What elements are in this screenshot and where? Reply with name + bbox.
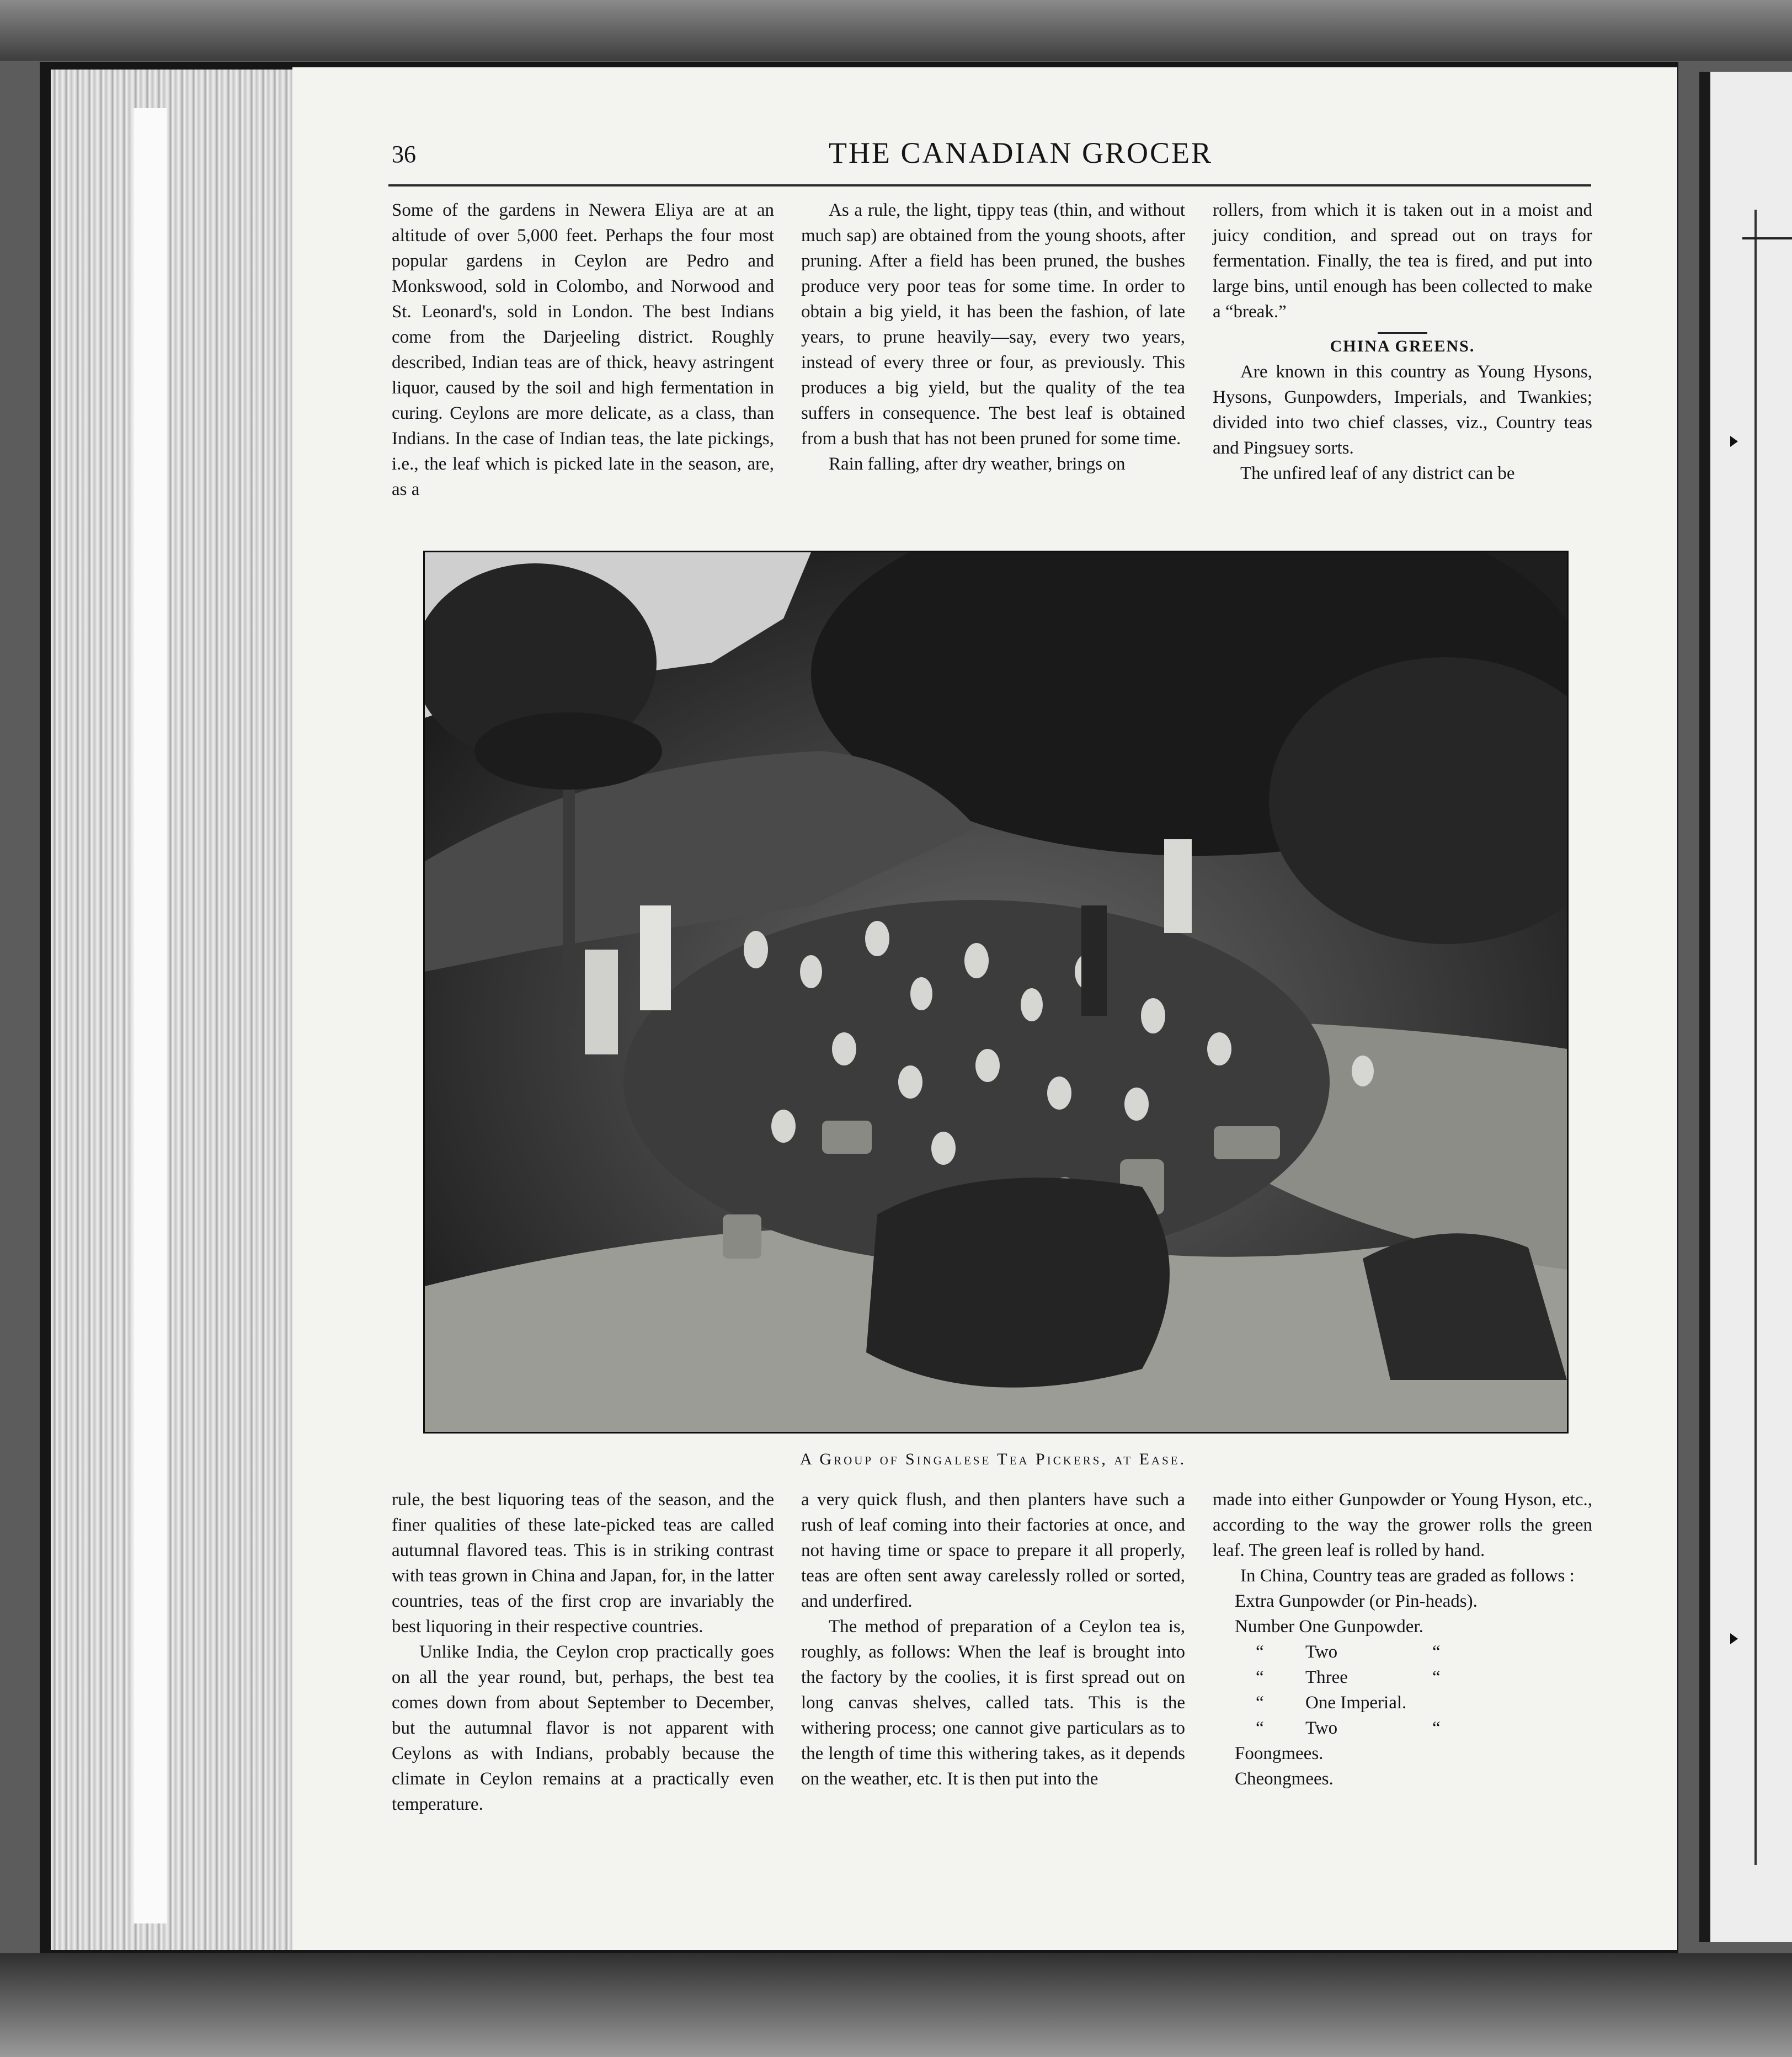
grade-word: Three — [1305, 1667, 1348, 1687]
grade-word: Two — [1305, 1718, 1338, 1738]
ditto-mark: “ — [1432, 1718, 1441, 1738]
pointer-arrow-icon — [1730, 1633, 1738, 1644]
column-2-top — [801, 198, 1185, 526]
column-3-bottom — [1213, 1487, 1592, 1843]
paragraph: rollers, from which it is taken out in a moist and juicy condition, and spread out on trays for fermentation. Finally, the tea is fired, and put into large bins, until enough has been collected to make a “break.” — [1213, 200, 1592, 322]
grade-item: Foongmees. — [1235, 1744, 1324, 1763]
header-rule — [388, 184, 1591, 186]
ditto-mark: “ — [1256, 1693, 1264, 1713]
paragraph: In China, Country teas are graded as follows : — [1240, 1566, 1575, 1586]
grade-item: Cheongmees. — [1235, 1769, 1334, 1789]
facing-page — [1699, 72, 1792, 1942]
paragraph: rule, the best liquoring teas of the season, and the finer qualities of these late-picked teas are called autumnal flavored teas. This is in striking contrast with teas grown in China and Japan, for, in the latter countries, teas of the first crop are invariably the best liquoring in their respective countries. — [392, 1490, 774, 1637]
stacked-page-edges — [51, 70, 305, 1950]
grade-item: Extra Gunpowder (or Pin-heads). — [1235, 1591, 1478, 1611]
ditto-mark: “ — [1256, 1642, 1264, 1662]
facing-page-mark — [1742, 237, 1792, 239]
grade-word: Two — [1305, 1642, 1338, 1662]
journal-title: THE CANADIAN GROCER — [829, 136, 1213, 169]
ditto-mark: “ — [1256, 1718, 1264, 1738]
paragraph: Some of the gardens in Newera Eliya are at an altitude of over 5,000 feet. Perhaps the four most popular gardens in Ceylon are Pedro and Monkswood, sold in Colombo, and Norwood and St. Leonard's, sold in London. The best Indians come from the Darjeeling district. Roughly described, Indian teas are of thick, heavy astringent liquor, caused by the soil and high fermentation in curing. Ceylons are more delicate, as a class, than Indians. In the case of Indian teas, the late pickings, i.e., the leaf which is picked late in the season, are, as a — [392, 200, 774, 499]
paragraph: The unfired leaf of any district can be — [1240, 463, 1515, 483]
scan-background-top — [0, 0, 1792, 61]
scan-background-bottom — [0, 1953, 1792, 2057]
paragraph: Are known in this country as Young Hysons, Hysons, Gunpowders, Imperials, and Twankies; divided into two chief classes, viz., Country teas and Pingsuey sorts. — [1213, 362, 1592, 458]
grade-item — [1213, 1639, 1592, 1665]
column-1-bottom — [392, 1487, 774, 1843]
column-3-top — [1213, 198, 1592, 526]
grade-word: One Imperial. — [1305, 1693, 1407, 1713]
grade-item — [1213, 1665, 1592, 1690]
column-2-bottom — [801, 1487, 1185, 1843]
grade-list — [1213, 1589, 1592, 1792]
photo-illustration — [425, 552, 1567, 1432]
column-1-top — [392, 198, 774, 526]
paragraph: Unlike India, the Ceylon crop practically goes on all the year round, but, perhaps, the best tea comes down from about September to December, but the autumnal flavor is not apparent with Ceylons as with Indians, probably because the climate in Ceylon remains at a practically even temperature. — [392, 1642, 774, 1814]
grade-item: Number One Gunpowder. — [1235, 1617, 1423, 1637]
paragraph: Rain falling, after dry weather, brings on — [829, 454, 1126, 474]
ditto-mark: “ — [1432, 1642, 1441, 1662]
photo-caption: A Group of Singalese Tea Pickers, at Ease. — [799, 1450, 1187, 1468]
paragraph: The method of preparation of a Ceylon tea is, roughly, as follows: When the leaf is brought into the factory by the coolies, it is first spread out on long canvas shelves, called tats. This is the withering process; one cannot give particulars as to the length of time this withering takes, as it depends on the weather, etc. It is then put into the — [801, 1617, 1185, 1789]
page-number: 36 — [392, 141, 416, 168]
pointer-arrow-icon — [1730, 436, 1738, 447]
grade-item — [1213, 1715, 1592, 1741]
ditto-mark: “ — [1256, 1667, 1264, 1687]
paragraph: As a rule, the light, tippy teas (thin, and without much sap) are obtained from the young shoots, after pruning. After a field has been pruned, the bushes produce very poor teas for some time. In order to obtain a big yield, it has been the fashion, of late years, to prune heavily—say, every two years, instead of every three or four, as previously. This produces a big yield, but the quality of the tea suffers in consequence. The best leaf is obtained from a bush that has not been pruned for some time. — [801, 200, 1185, 449]
grade-item — [1213, 1690, 1592, 1715]
facing-page-border — [1754, 210, 1792, 1865]
section-heading: CHINA GREENS. — [1330, 337, 1475, 355]
paragraph: a very quick flush, and then planters have such a rush of leaf coming into their factories at once, and not having time or space to prepare it all properly, teas are often sent away carelessly rolled or sorted, and underfired. — [801, 1490, 1185, 1611]
tea-pickers-photograph — [423, 551, 1569, 1433]
ditto-mark: “ — [1432, 1667, 1441, 1687]
paragraph: made into either Gunpowder or Young Hyson, etc., according to the way the grower rolls the green leaf. The green leaf is rolled by hand. — [1213, 1490, 1592, 1560]
